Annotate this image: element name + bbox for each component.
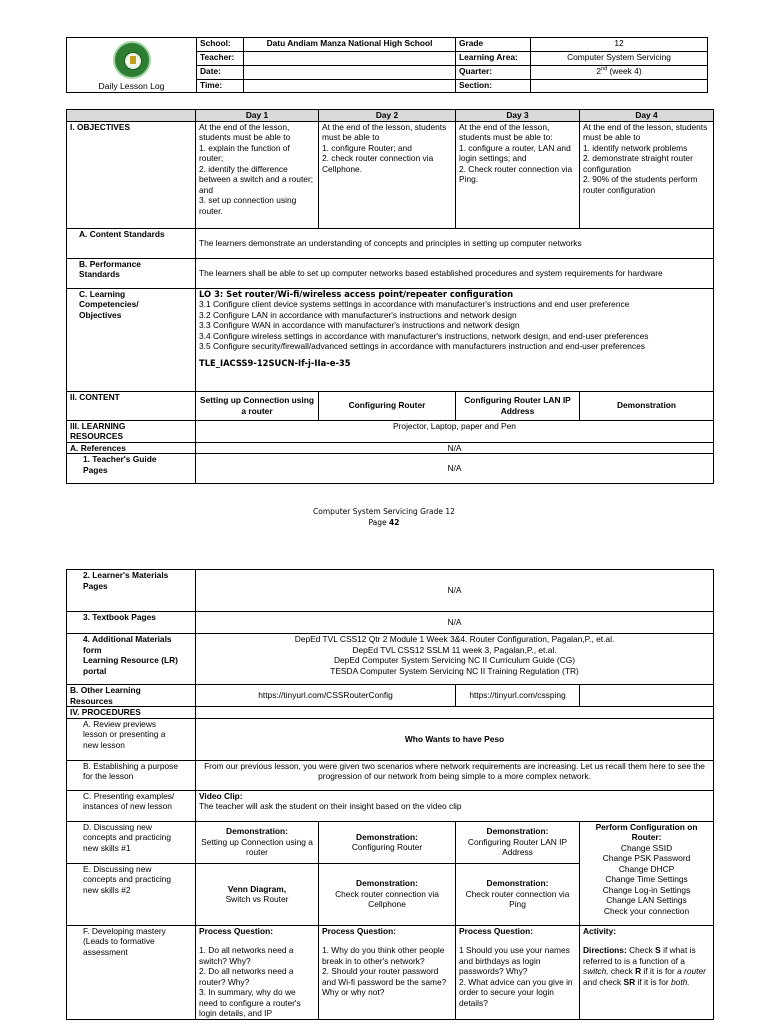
d-day4-title: Perform Configuration on Router: <box>595 821 698 842</box>
performance-standards-label <box>67 258 196 288</box>
competency-item: 3.4 Configure wireless settings in accordance with manufacturer's instructions, network design, and end-user preferences <box>199 330 649 341</box>
obj-d4-line: 1. identify network problems <box>583 142 688 153</box>
d-day3-text: Configuring Router LAN IP Address <box>467 836 568 858</box>
f-day2-item: 2. Should your router password and Wi-fi password be the same? Why or why not? <box>322 966 447 997</box>
objectives-day4 <box>580 121 714 228</box>
e-day1-title: Venn Diagram, <box>227 883 287 894</box>
dir-both: both. <box>671 976 690 987</box>
content-day2: Configuring Router <box>319 391 456 420</box>
proc-e-label-line: new skills #2 <box>83 884 131 895</box>
learning-resources-label <box>67 420 196 442</box>
procedure-e-label <box>67 863 196 925</box>
competency-item: 3.2 Configure LAN in accordance with manufacturer's instructions and network design <box>199 309 517 320</box>
dir-sr: SR <box>623 976 636 987</box>
date-value <box>244 65 456 79</box>
quarter-num: 2 <box>596 65 602 76</box>
obj-d4-line: 2. demonstrate straight router configuration <box>583 153 693 174</box>
procedures-empty <box>196 707 714 719</box>
procedure-b-label <box>67 760 196 790</box>
comp-label-3: Objectives <box>79 309 122 320</box>
textbook-value: N/A <box>196 612 714 634</box>
references-value: N/A <box>196 442 714 454</box>
d-day1-text: Setting up Connection using a router <box>201 836 313 858</box>
day-4-header: Day 4 <box>580 110 714 122</box>
proc-d-label-line: D. Discussing new <box>83 821 152 832</box>
other-resources-link-2[interactable]: https://tinyurl.com/cssping <box>456 685 580 707</box>
corner-cell <box>67 110 196 122</box>
d-day4-item: Check your connection <box>603 905 690 916</box>
time-value <box>244 79 456 92</box>
dir-text: and check <box>583 976 624 987</box>
f-day4-directions <box>583 945 710 987</box>
quarter-rest: (week 4) <box>607 65 642 76</box>
proc-d-label-line: concepts and practicing <box>83 832 171 842</box>
d-day2-title: Demonstration: <box>356 831 418 842</box>
area-value: Computer System Servicing <box>531 51 708 65</box>
dir-text: check <box>608 966 636 976</box>
e-day2-text: Check router connection via Cellphone <box>335 888 439 910</box>
add-label-2: form <box>83 644 102 655</box>
procedure-e-day1 <box>196 863 319 925</box>
procedure-c-label <box>67 790 196 821</box>
date-label: Date: <box>197 65 244 79</box>
d-day1-title: Demonstration: <box>226 826 288 837</box>
section-label: Section: <box>456 79 531 92</box>
teachers-guide-label <box>67 454 196 484</box>
d-day4-item: Change SSID <box>620 842 673 853</box>
proc-a-label-line: lesson or presenting a <box>83 729 166 739</box>
header-table <box>66 37 708 93</box>
day-2-header: Day 2 <box>319 110 456 122</box>
proc-c-label-line: instances of new lesson <box>83 801 172 811</box>
directions-label: Directions: <box>583 945 627 955</box>
procedure-e-day2 <box>319 863 456 925</box>
comp-label-1: C. Learning <box>79 288 126 299</box>
objectives-day3 <box>456 121 580 228</box>
f-day1-item: 3. In summary, why do we need to configure a router's login details, and IP <box>199 987 301 1018</box>
d-day4-item: Change PSK Password <box>602 853 691 863</box>
tg-label-2: Pages <box>83 464 108 475</box>
procedure-a-label <box>67 718 196 760</box>
procedure-d-day3 <box>456 821 580 863</box>
dir-text: if it is for <box>641 966 678 976</box>
logo-cell <box>67 38 197 93</box>
proc-e-label-line: concepts and practicing <box>83 874 171 884</box>
dir-r: R <box>635 966 642 976</box>
add-label-1: 4. Additional Materials <box>83 634 172 644</box>
video-clip-title: Video Clip: <box>199 790 243 801</box>
comp-label-2: Competencies/ <box>79 299 139 309</box>
grade-label: Grade <box>456 38 531 52</box>
e-day1-text: Switch vs Router <box>225 894 289 904</box>
school-value: Datu Andiam Manza National High School <box>244 38 456 52</box>
procedure-f-day1 <box>196 925 319 1019</box>
obj-d2-line: 1. configure Router; and <box>322 142 412 153</box>
additional-materials-list <box>196 634 714 685</box>
section-value <box>531 79 708 92</box>
textbook-label: 3. Textbook Pages <box>67 612 196 634</box>
procedure-e-day3 <box>456 863 580 925</box>
grade-value: 12 <box>531 38 708 52</box>
d-day4-item: Change DHCP <box>618 863 675 874</box>
dir-s: S <box>655 945 661 955</box>
quarter-label: Quarter: <box>456 65 531 79</box>
proc-e-label-line: E. Discussing new <box>83 863 152 874</box>
additional-material-item: DepEd Computer System Servicing NC II Curriculum Guide (CG) <box>333 655 576 665</box>
quarter-value <box>531 65 708 79</box>
learners-materials-label <box>67 570 196 612</box>
f-day1-title: Process Question: <box>199 925 274 936</box>
learning-resources-text: Projector, Laptop, paper and Pen <box>196 420 714 442</box>
procedure-d-day1 <box>196 821 319 863</box>
procedure-d-label <box>67 821 196 863</box>
obj-d4-line: At the end of the lesson, students must be able to <box>583 121 708 142</box>
competency-item: 3.3 Configure WAN in accordance with manufacturer's instructions and network design <box>199 320 520 330</box>
d-day4-item: Change Time Settings <box>605 874 688 884</box>
e-day2-title: Demonstration: <box>356 878 418 889</box>
obj-d3-line: 2. Check router connection via Ping. <box>459 163 573 184</box>
content-day3: Configuring Router LAN IP Address <box>456 391 580 420</box>
page-footer <box>0 506 768 529</box>
f-day3-item: 1 Should you use your names and birthdays as login passwords? Why? <box>459 945 570 976</box>
day-3-header: Day 3 <box>456 110 580 122</box>
competencies-content <box>196 288 714 391</box>
performance-standards-text: The learners shall be able to set up computer networks based established procedures and system requirements for hardware <box>196 258 714 288</box>
competency-item: 3.1 Configure client device systems settings in accordance with manufacturer's instructions and end user preference <box>199 299 630 309</box>
learners-materials-value: N/A <box>196 570 714 612</box>
dir-switch: switch, <box>583 966 609 976</box>
proc-a-label-line: new lesson <box>83 739 125 750</box>
res-label-1: III. LEARNING <box>70 420 126 431</box>
perf-label-1: B. Performance <box>79 258 141 269</box>
procedure-f-day2 <box>319 925 456 1019</box>
dir-text: if what is referred to is a function of a <box>583 945 696 966</box>
add-label-3: Learning Resource (LR) <box>83 655 178 665</box>
proc-c-label-line: C. Presenting examples/ <box>83 790 175 801</box>
school-seal <box>113 41 151 79</box>
f-day2-title: Process Question: <box>322 925 397 936</box>
content-day4: Demonstration <box>580 391 714 420</box>
proc-f-label-line: F. Developing mastery <box>83 925 166 936</box>
f-day3-title: Process Question: <box>459 925 534 936</box>
other-resources-link-1[interactable]: https://tinyurl.com/CSSRouterConfig <box>196 685 456 707</box>
dir-text: Check <box>626 945 656 955</box>
proc-b-label-line: B. Establishing a purpose <box>83 760 178 771</box>
d-day4-item: Change LAN Settings <box>606 895 687 905</box>
procedure-f-day4 <box>580 925 714 1019</box>
procedure-d-day2 <box>319 821 456 863</box>
log-title: Daily Lesson Log <box>98 81 165 91</box>
obj-d3-line: 1. configure a router, LAN and login settings; and <box>459 142 571 163</box>
content-label: II. CONTENT <box>67 391 196 420</box>
res-label-2: RESOURCES <box>70 431 124 441</box>
f-day4-title: Activity: <box>583 925 617 936</box>
f-day2-item: 1. Why do you think other people break in to other's network? <box>322 945 445 966</box>
additional-materials-label <box>67 634 196 685</box>
footer-page <box>0 517 768 528</box>
e-day3-text: Check router connection via Ping <box>465 888 570 910</box>
day-1-header: Day 1 <box>196 110 319 122</box>
lesson-table-page2 <box>66 569 714 1020</box>
content-standards-text: The learners demonstrate an understanding of concepts and principles in setting up computer networks <box>196 228 714 258</box>
dir-text: if it is for <box>635 976 671 987</box>
objectives-day1 <box>196 121 319 228</box>
proc-f-label-line: (Leads to formative <box>83 936 155 946</box>
footer-title: Computer System Servicing Grade 12 <box>313 507 455 516</box>
d-day4-item: Change Log-in Settings <box>602 884 691 895</box>
proc-f-label-line: assessment <box>83 946 128 957</box>
content-day1: Setting up Connection using a router <box>196 391 319 420</box>
other-label-1: B. Other Learning <box>70 685 141 695</box>
lo-title: LO 3: Set router/Wi-fi/wireless access point/repeater configuration <box>199 288 514 299</box>
other-label-2: Resources <box>70 695 113 706</box>
d-day3-title: Demonstration: <box>486 826 549 837</box>
e-day3-title: Demonstration: <box>486 878 549 889</box>
video-clip-text: The teacher will ask the student on their insight based on the video clip <box>199 801 462 811</box>
f-day1-item: 1. Do all networks need a switch? Why? <box>199 945 294 966</box>
f-day3-item: 2. What advice can you give in order to secure your login details? <box>459 976 573 1008</box>
additional-material-item: TESDA Computer System Servicing NC II Training Regulation (TR) <box>330 665 579 676</box>
f-day1-item: 2. Do all networks need a router? Why? <box>199 966 294 987</box>
lm-label-2: Pages <box>83 580 108 591</box>
objectives-day2 <box>319 121 456 228</box>
procedure-b-value: From our previous lesson, you were given two scenarios where network requirements are increasing. Let us recall them here to see the progression of our network from being simple to a more complex network. <box>196 760 714 790</box>
obj-d1-line: 2. identify the difference between a switch and a router; and <box>199 163 314 195</box>
teachers-guide-value: N/A <box>196 454 714 484</box>
procedure-f-day3 <box>456 925 580 1019</box>
d-day2-text: Configuring Router <box>351 842 423 852</box>
obj-d2-line: At the end of the lesson, students must be able to <box>322 121 447 142</box>
procedure-d-day4 <box>580 821 714 925</box>
additional-material-item: DepEd TVL CSS12 SSLM 11 week 3, Pagalan,P., et.al. <box>352 644 557 655</box>
teacher-value <box>244 51 456 65</box>
add-label-4: portal <box>83 665 107 676</box>
teacher-label: Teacher: <box>197 51 244 65</box>
obj-d1-line: 1. explain the function of router; <box>199 142 290 163</box>
competency-code: TLE_IACSS9-12SUCN-If-j-IIa-e-35 <box>199 357 351 368</box>
proc-d-label-line: new skills #1 <box>83 842 131 853</box>
footer-page-prefix: Page <box>368 518 390 528</box>
content-standards-label: A. Content Standards <box>67 228 196 258</box>
proc-a-label-line: A. Review previews <box>83 718 157 729</box>
procedure-f-label <box>67 925 196 1019</box>
area-label: Learning Area: <box>456 51 531 65</box>
procedure-a-value: Who Wants to have Peso <box>196 718 714 760</box>
other-resources-label <box>67 685 196 707</box>
procedures-label: IV. PROCEDURES <box>67 707 196 719</box>
additional-material-item: DepEd TVL CSS12 Qtr 2 Module 1 Week 3&4. Router Configuration, Pagalan,P., et.al. <box>294 634 615 644</box>
obj-d2-line: 2. check router connection via Cellphone. <box>322 153 434 174</box>
other-resources-empty <box>580 685 714 707</box>
references-label: A. References <box>67 442 196 454</box>
perf-label-2: Standards <box>79 269 120 279</box>
objectives-label: I. OBJECTIVES <box>67 121 196 228</box>
time-label: Time: <box>197 79 244 92</box>
proc-b-label-line: for the lesson <box>83 771 134 781</box>
school-label: School: <box>197 38 244 52</box>
competencies-label <box>67 288 196 391</box>
procedure-c-value <box>196 790 714 821</box>
competency-item: 3.5 Configure security/firewall/advanced settings in accordance with manufacturers instruction and end-user preferences <box>199 341 645 351</box>
dir-router: a router <box>677 966 706 976</box>
tg-label-1: 1. Teacher's Guide <box>83 454 157 464</box>
quarter-sup: nd <box>601 66 608 73</box>
lm-label-1: 2. Learner's Materials <box>83 570 169 580</box>
lesson-table-page1 <box>66 109 714 484</box>
obj-d3-line: At the end of the lesson, students must be able to: <box>459 121 553 142</box>
footer-page-num: 42 <box>389 518 400 528</box>
obj-d1-line: 3. set up connection using router. <box>199 195 297 216</box>
obj-d4-line: 2. 90% of the students perform router configuration <box>583 174 698 195</box>
obj-d1-line: At the end of the lesson, students must be able to <box>199 121 291 142</box>
